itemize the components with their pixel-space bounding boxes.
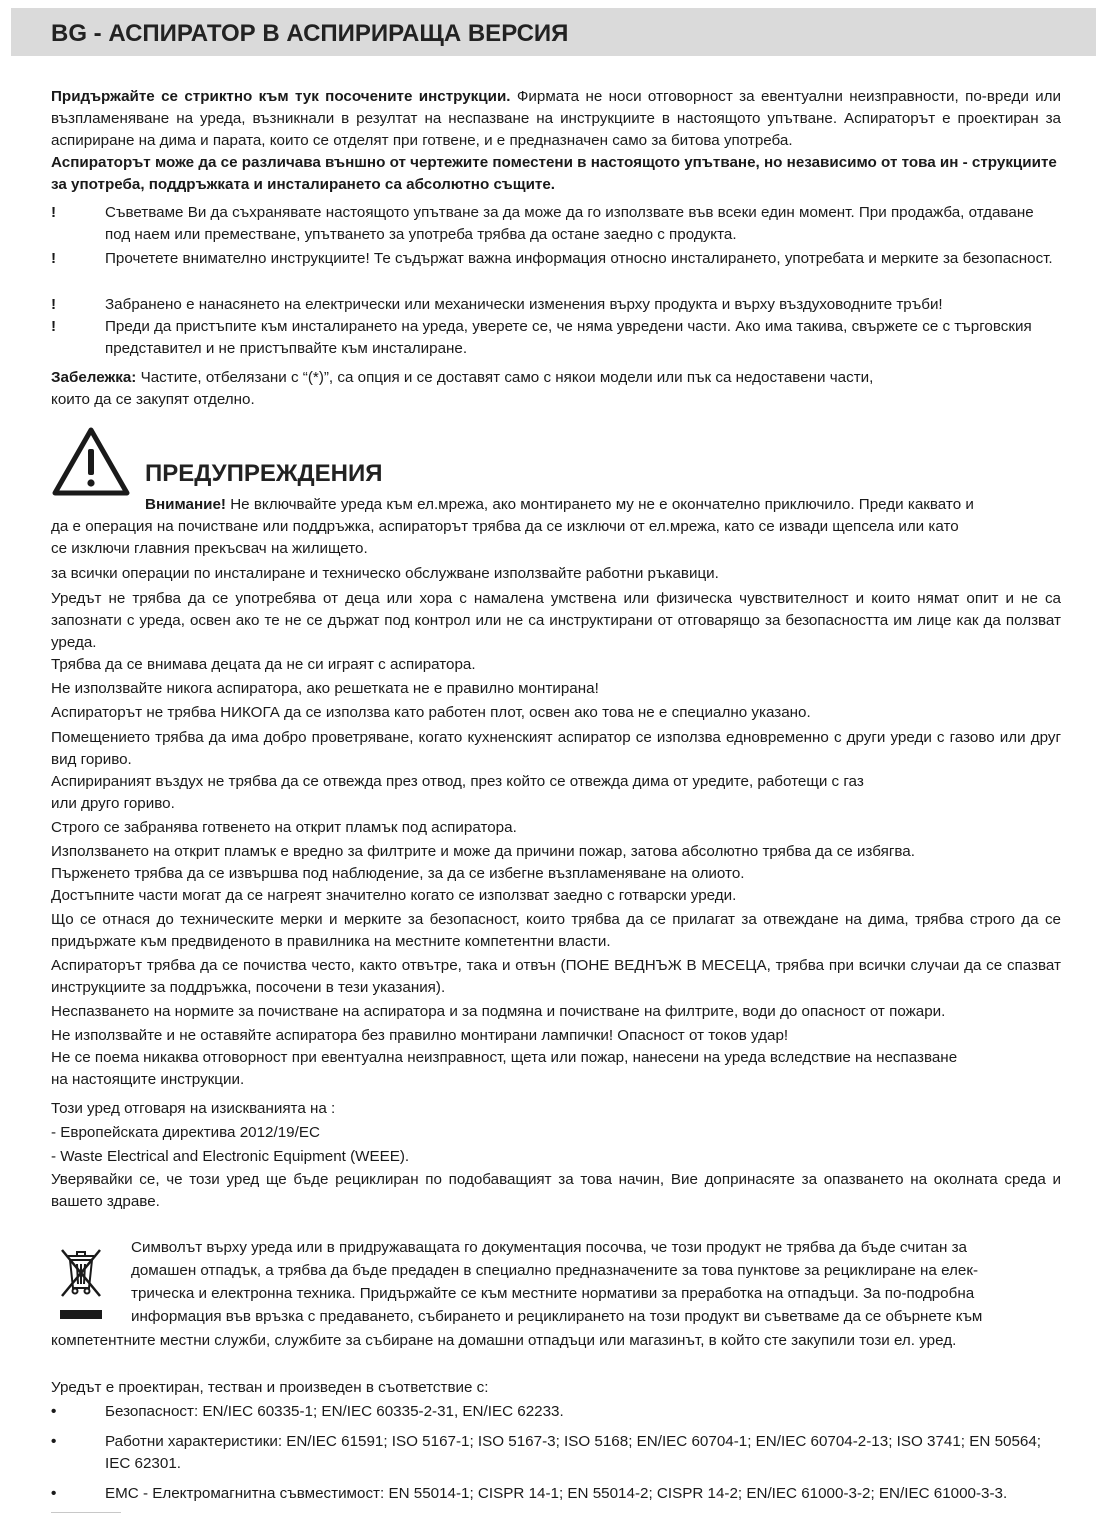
intro-bold-note: Аспираторът може да се различава външно от чертежите поместени в настоящото упътване, но независимо от това ин - струкциите за употреба, поддръжката и инсталирането са абсолютно същите.: [51, 154, 1057, 193]
footer-divider: [51, 1512, 121, 1513]
caution-item: ! Съветваме Ви да съхранявате настоящото упътване за да може да го използвате във всеки един момент. При продажба, отдаване под наем или преместване, упътването за употреба трябва да остане заедно с продукта.: [51, 204, 1034, 243]
bullet-icon: •: [51, 1433, 57, 1450]
attention-label: Внимание!: [145, 496, 226, 513]
warning-triangle-icon: [50, 425, 132, 499]
page-title: BG - АСПИРАТОР В АСПИРИРАЩА ВЕРСИЯ: [51, 20, 569, 47]
standards-section: Уредът е проектиран, тестван и произведен в съответствие с: • Безопасност: EN/IEC 60335-1; EN/IEC 60335-2-31, EN/IEC 62233. • Работни характеристики: EN/IEC 61591; ISO 5167-1; ISO 5167-3; ISO 5168; EN/IEC 60704-1; EN/IEC 60704-2-13; ISO 3741; EN 50564; IEC 62301. • EMC - Електромагнитна съвместимост: EN 55014-1; CISPR 14-1; EN 55014-2; CISPR 14-2; EN/IEC 61000-3-2; EN/IEC 61000-3-3.: [51, 1377, 1061, 1505]
exclamation-mark-icon: !: [51, 296, 57, 313]
compliance-section: Този уред отговаря на изискванията на : - Европейската директива 2012/19/EC - Waste Electrical and Electronic Equipment (WEEE). Уверявайки се, че този уред ще бъде рециклиран по подобаващият за това начин, Вие допринасяте за опазването на околната среда и вашето здраве.: [51, 1100, 1061, 1210]
intro-text: Фирмата не носи отговорност за евентуални неизправности, по-вреди или възпламеняване на уреда, възникнали в резултат на неспазване на инструкциите в настоящото упътване. Аспираторът е проектиран за аспириране на дима и парата, които се отделят при готвене, и е предназначен само за битова употреба.: [51, 88, 1061, 149]
directive-item: - Европейската директива 2012/19/EC: [51, 1124, 320, 1141]
intro-section: [51, 86, 1061, 196]
page-header: [11, 8, 1096, 56]
note-label: Забележка:: [51, 369, 137, 386]
caution-list: [51, 202, 1061, 362]
exclamation-mark-icon: !: [51, 250, 57, 267]
bullet-icon: •: [51, 1403, 57, 1420]
crossed-out-wheelie-bin-icon: [56, 1244, 106, 1326]
caution-item: ! Забранено е нанасянето на електрически или механически изменения върху продукта и върху въздуховодните тръби!: [51, 294, 1061, 316]
standard-item: • EMC - Електромагнитна съвместимост: EN 55014-1; CISPR 14-1; EN 55014-2; CISPR 14-2; EN/IEC 61000-3-2; EN/IEC 61000-3-3.: [51, 1483, 1061, 1505]
standard-item: • Работни характеристики: EN/IEC 61591; ISO 5167-1; ISO 5167-3; ISO 5168; EN/IEC 60704-1; EN/IEC 60704-2-13; ISO 3741; EN 50564; IEC 62301.: [51, 1433, 1042, 1472]
attention-line: Внимание! Не включвайте уреда към ел.мрежа, ако монтирането му не е окончателно приключило. Преди каквато и: [145, 496, 974, 513]
directive-item: - Waste Electrical and Electronic Equipment (WEEE).: [51, 1148, 410, 1165]
exclamation-mark-icon: !: [51, 204, 57, 221]
bullet-icon: •: [51, 1485, 57, 1502]
caution-item: ! Преди да пристъпите към инсталирането на уреда, уверете се, че няма увредени части. Ако има такива, свържете се с търговския представител и не пристъпвайте към инсталиране.: [51, 318, 1032, 357]
note-section: Забележка: Частите, отбелязани с “(*)”, са опция и се доставят само с някои модели или пък са недоставени части, които да се закупят отделно.: [51, 369, 874, 408]
warnings-section: да е операция на почистване или поддръжка, аспираторът трябва да се изключи от ел.мрежа, като се извади щепсела или като се изключи главния прекъсвач на жилището. за всички операции по инсталиране и техническо обслужване използвайте работни ръкавици. Уредът не трябва да се употребява от деца или хора с намалена умствена или физическа чувствителност и които нямат опит и не са запознати с уреда, освен ако те не се държат под контрол или не са инструктирани от отговарящо за безопасността им лице как да ползват уреда. Трябва да се внимава децата да не си играят с аспиратора. Не използвайте никога аспиратора, ако решетката не е правилно монтирана! Аспираторът не трябва НИКОГА да се използва като работен плот, освен ако това не е специално указано. Помещението трябва да има добро проветряване, когато кухненският аспиратор се използва едновременно с други уреди с газово или друг вид гориво. Аспирираният въздух не трябва да се отвежда през отвод, през който се отвежда дима от уредите, работещи с газ или друго гориво. Строго се забранява готвенето на открит пламък под аспиратора. Използването на открит пламък е вредно за филтрите и може да причини пожар, затова абсолютно трябва да се избягва. Пърженето трябва да се извършва под наблюдение, за да се избегне възпламеняване на олиото. Достъпните части могат да се нагреят значително когато се използват заедно с готварски уреди. Що се отнася до техническите мерки и мерките за безопасност, които трябва да се прилагат за отвеждане на дима, трябва строго да се придържате към предвиденото в правилника на местните компетентни власти. Аспираторът трябва да се почиства често, както отвътре, така и отвън (ПОНЕ ВЕДНЪЖ В МЕСЕЦА, трябва при всички случаи да се спазват инструкциите за поддръжка, посочени в тези указания). Неспазването на нормите за почистване на аспиратора и за подмяна и почистване на филтрите, води до опасност от пожари. Не използвайте и не оставяйте аспиратора без правилно монтирани лампички! Опасност от токов удар! Не се поема никаква отговорност при евентуална неизправност, щета или пожар, нанесени на уреда вследствие на неспазване на настоящите инструкции.: [51, 518, 1061, 1088]
exclamation-mark-icon: !: [51, 318, 57, 335]
weee-text: Символът върху уреда или в придружаващата го документация посочва, че този продукт не трябва да бъде считан за домашен отпадък, а трябва да бъде предаден в специално предназначените за това пунктове за рециклиране на елек- трическа и електронна техника. Придържайте се към местните нормативи за преработка на отпадъци. За по-подробна информация във връзка с предаването, събирането и рециклирането на този продукт ви съветваме да се обърнете към: [131, 1239, 983, 1325]
intro-bold-lead: Придържайте се стриктно към тук посочените инструкции.: [51, 88, 511, 105]
warnings-title: ПРЕДУПРЕЖДЕНИЯ: [145, 460, 383, 487]
intro-paragraph: [51, 86, 1061, 152]
caution-item: ! Прочетете внимателно инструкциите! Те съдържат важна информация относно инсталирането, употребата и мерките за безопасност.: [51, 248, 1061, 294]
standard-item: • Безопасност: EN/IEC 60335-1; EN/IEC 60335-2-31, EN/IEC 62233.: [51, 1401, 1061, 1423]
